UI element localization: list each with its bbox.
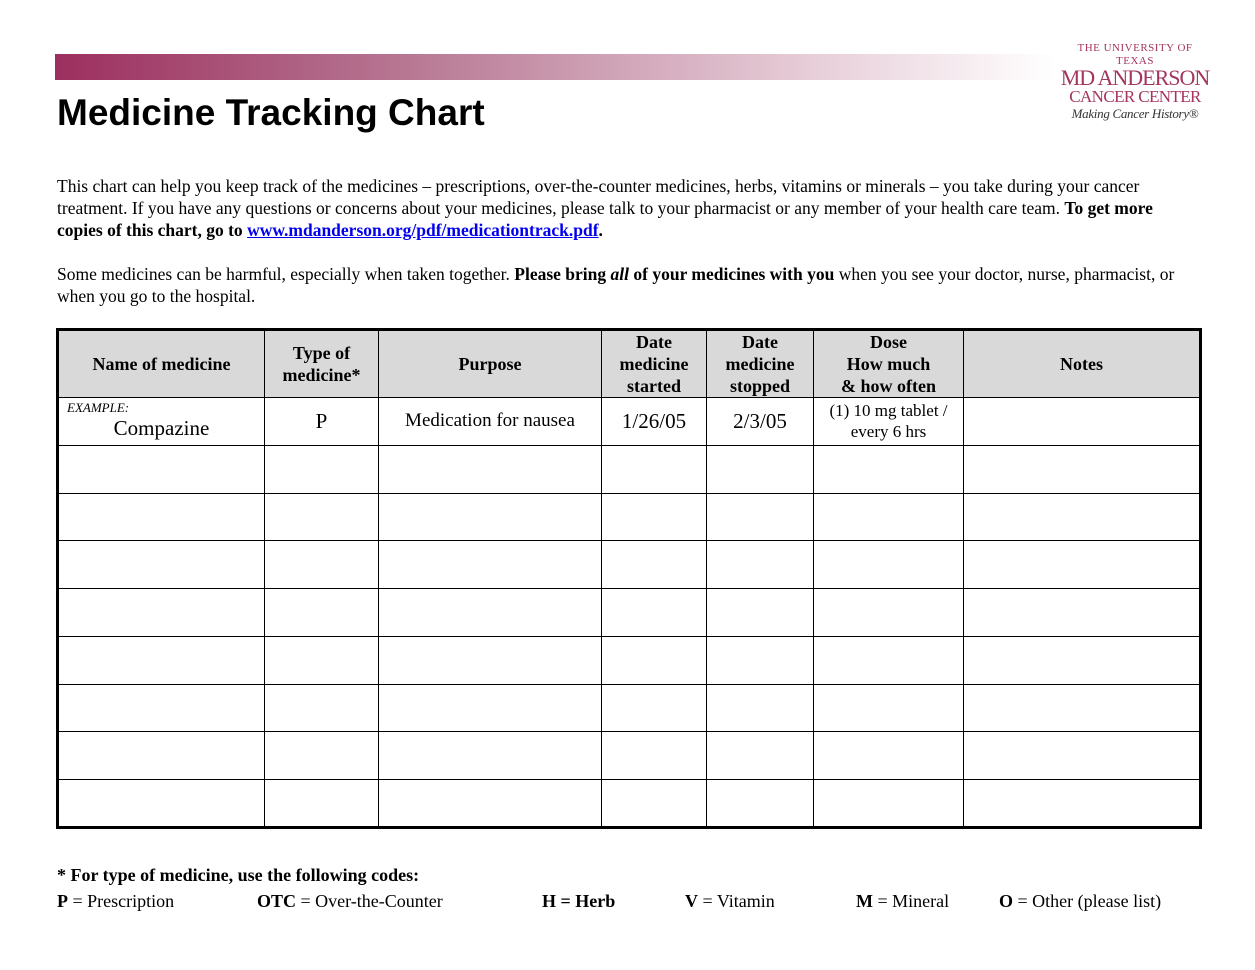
example-dose[interactable] [814, 398, 964, 446]
empty-cell-notes[interactable] [964, 780, 1201, 828]
intro-p1-bold: To get more copies of this chart, go to [57, 198, 1153, 240]
empty-cell-dose[interactable] [814, 541, 964, 589]
example-purpose[interactable]: Medication for nausea [379, 398, 602, 446]
example-notes[interactable] [964, 398, 1201, 446]
empty-cell-purpose[interactable] [379, 780, 602, 828]
empty-cell-purpose[interactable] [379, 493, 602, 541]
example-row [58, 398, 1201, 446]
code-label: = Prescription [72, 891, 175, 911]
empty-cell-started[interactable] [602, 732, 707, 780]
intro-paragraph-1 [57, 175, 1202, 241]
empty-cell-dose[interactable] [814, 684, 964, 732]
header-type [265, 330, 379, 398]
example-dose-l2: every 6 hrs [850, 422, 927, 442]
empty-cell-type[interactable] [265, 684, 379, 732]
empty-cell-dose[interactable] [814, 732, 964, 780]
header-type-l2: medicine* [282, 365, 361, 385]
header-dose-l1: Dose [870, 332, 907, 352]
intro-p2-bold-a: Please bring [514, 264, 607, 284]
code-label: = Over-the-Counter [300, 891, 443, 911]
empty-cell-type[interactable] [265, 493, 379, 541]
intro-p2-bold-italic: all [610, 264, 630, 284]
intro-p2-text-end: when you see your doctor, nurse, pharmacist, or when you go to the hospital. [57, 264, 1175, 306]
empty-cell-name[interactable] [58, 541, 265, 589]
code-key: H = Herb [542, 891, 616, 911]
code-label: = Vitamin [702, 891, 775, 911]
example-stopped[interactable]: 2/3/05 [707, 398, 814, 446]
empty-cell-notes[interactable] [964, 732, 1201, 780]
empty-cell-type[interactable] [265, 780, 379, 828]
header-started-l1: Date [636, 332, 672, 352]
code-key: V [685, 891, 698, 911]
empty-cell-notes[interactable] [964, 541, 1201, 589]
page-title: Medicine Tracking Chart [57, 92, 485, 133]
codes-heading: * For type of medicine, use the following codes: [57, 865, 420, 885]
empty-cell-type[interactable] [265, 732, 379, 780]
intro-p1-text: This chart can help you keep track of the medicines – prescriptions, over-the-counter medicines, herbs, vitamins or minerals – you take during your cancer treatment. If you have any questions or concerns about your medicines, please talk to your pharmacist or any member of your health care team. [57, 176, 1140, 218]
logo-line-1: THE UNIVERSITY OF TEXAS [1077, 42, 1193, 67]
table-row [58, 445, 1201, 493]
logo-tagline: Making Cancer History® [1071, 106, 1199, 121]
code-item [856, 891, 949, 912]
header-purpose: Purpose [379, 330, 602, 398]
empty-cell-purpose[interactable] [379, 589, 602, 637]
empty-cell-started[interactable] [602, 780, 707, 828]
logo-line-3: CANCER CENTER [1069, 87, 1201, 106]
code-item [57, 891, 174, 912]
codes-legend [57, 891, 1217, 915]
code-item [685, 891, 775, 912]
empty-cell-name[interactable] [58, 732, 265, 780]
table-row [58, 589, 1201, 637]
empty-cell-started[interactable] [602, 445, 707, 493]
empty-cell-started[interactable] [602, 541, 707, 589]
code-item [542, 891, 615, 912]
header-date-started [602, 330, 707, 398]
empty-cell-stopped[interactable] [707, 541, 814, 589]
intro-p1-period: . [598, 220, 603, 240]
empty-cell-stopped[interactable] [707, 732, 814, 780]
header-dose [814, 330, 964, 398]
empty-cell-dose[interactable] [814, 493, 964, 541]
header-notes: Notes [964, 330, 1201, 398]
code-key: O [999, 891, 1014, 911]
empty-cell-purpose[interactable] [379, 636, 602, 684]
empty-cell-type[interactable] [265, 541, 379, 589]
table-row [58, 636, 1201, 684]
table-row [58, 780, 1201, 828]
empty-cell-stopped[interactable] [707, 780, 814, 828]
header-type-l1: Type of [292, 343, 351, 363]
empty-cell-stopped[interactable] [707, 445, 814, 493]
code-item [999, 891, 1161, 912]
empty-cell-stopped[interactable] [707, 589, 814, 637]
header-gradient-bar [55, 54, 1055, 80]
code-label: = Other (please list) [1017, 891, 1162, 911]
code-key: P [57, 891, 68, 911]
empty-cell-name[interactable] [58, 636, 265, 684]
code-item [257, 891, 443, 912]
empty-cell-name[interactable] [58, 493, 265, 541]
empty-cell-dose[interactable] [814, 589, 964, 637]
empty-cell-notes[interactable] [964, 684, 1201, 732]
empty-cell-started[interactable] [602, 589, 707, 637]
code-key: OTC [257, 891, 297, 911]
empty-cell-dose[interactable] [814, 636, 964, 684]
table-row [58, 732, 1201, 780]
example-dose-l1: (1) 10 mg tablet / [829, 401, 948, 421]
empty-cell-purpose[interactable] [379, 732, 602, 780]
empty-cell-name[interactable] [58, 589, 265, 637]
example-name: Compazine [113, 415, 210, 440]
empty-cell-purpose[interactable] [379, 684, 602, 732]
empty-cell-type[interactable] [265, 445, 379, 493]
header-stopped-l3: stopped [729, 376, 791, 396]
empty-cell-started[interactable] [602, 684, 707, 732]
table-header-row [58, 330, 1201, 398]
header-dose-l2: How much [846, 354, 931, 374]
empty-cell-notes[interactable] [964, 493, 1201, 541]
intro-p2-bold-b: of your medicines with you [633, 264, 835, 284]
empty-cell-started[interactable] [602, 493, 707, 541]
empty-cell-purpose[interactable] [379, 445, 602, 493]
header-dose-l3: & how often [841, 376, 936, 396]
header-started-l3: started [627, 376, 681, 396]
chart-copies-link[interactable]: www.mdanderson.org/pdf/medicationtrack.pdf [247, 220, 599, 240]
header-started-l2: medicine [619, 354, 689, 374]
intro-paragraph-2 [57, 263, 1202, 307]
empty-cell-notes[interactable] [964, 636, 1201, 684]
empty-cell-name[interactable] [58, 445, 265, 493]
empty-cell-name[interactable] [58, 780, 265, 828]
md-anderson-logo [1060, 42, 1210, 121]
empty-cell-dose[interactable] [814, 780, 964, 828]
empty-cell-dose[interactable] [814, 445, 964, 493]
table-row [58, 541, 1201, 589]
header-stopped-l2: medicine [725, 354, 795, 374]
empty-cell-stopped[interactable] [707, 493, 814, 541]
table-row [58, 493, 1201, 541]
empty-cell-stopped[interactable] [707, 684, 814, 732]
table-row [58, 684, 1201, 732]
code-key: M [856, 891, 873, 911]
intro-p2-text: Some medicines can be harmful, especially when taken together. [57, 264, 510, 284]
example-name-cell[interactable] [58, 398, 265, 446]
empty-cell-name[interactable] [58, 684, 265, 732]
example-type[interactable]: P [265, 398, 379, 446]
empty-cell-stopped[interactable] [707, 636, 814, 684]
example-tag: EXAMPLE: [67, 400, 130, 415]
header-name: Name of medicine [58, 330, 265, 398]
empty-cell-notes[interactable] [964, 445, 1201, 493]
medicine-tracking-table [56, 328, 1202, 829]
intro-text [57, 175, 1202, 307]
empty-cell-type[interactable] [265, 636, 379, 684]
header-stopped-l1: Date [742, 332, 778, 352]
empty-cell-notes[interactable] [964, 589, 1201, 637]
empty-cell-type[interactable] [265, 589, 379, 637]
empty-cell-started[interactable] [602, 636, 707, 684]
empty-cell-purpose[interactable] [379, 541, 602, 589]
header-date-stopped [707, 330, 814, 398]
logo-line-2: MD ANDERSON [1060, 65, 1210, 90]
example-started[interactable]: 1/26/05 [602, 398, 707, 446]
code-label: = Mineral [877, 891, 950, 911]
